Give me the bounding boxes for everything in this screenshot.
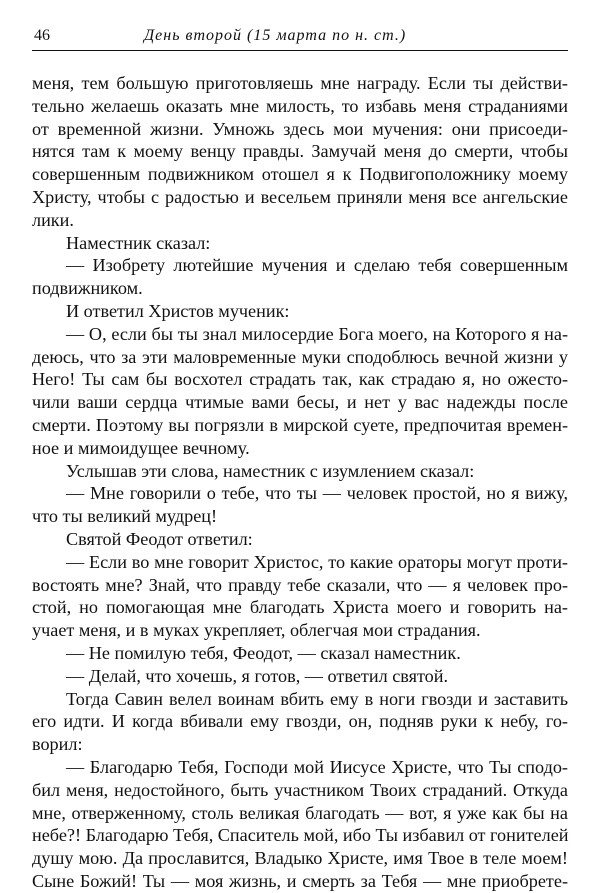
text-line: — Благодарю Тебя, Господи мой Иисусе Христе, что Ты сподо-	[66, 756, 568, 777]
text-line: Него! Ты сам бы восхотел страдать так, как страдаю я, но ожесто-	[32, 369, 568, 390]
text-line: совершенным подвижником отошел я к Подвигоположнику моему	[32, 164, 568, 185]
text-line: ное и мимоидущее вечному.	[32, 437, 250, 458]
text-line: бил меня, недостойного, быть участником Твоих страданий. Откуда	[32, 779, 568, 800]
text-line: И ответил Христов мученик:	[66, 300, 290, 321]
text-line: — Не помилую тебя, Феодот, — сказал наместник.	[66, 642, 461, 663]
text-line: подвижником.	[32, 278, 143, 299]
text-line: небе?! Благодарю Тебя, Спаситель мой, ибо Ты избавил от гонителей	[32, 825, 569, 846]
body-text	[32, 72, 568, 893]
text-line: стой, но помогающая мне благодать Христа моего и говорить на-	[32, 597, 568, 618]
text-line: что ты великий мудрец!	[32, 506, 218, 527]
running-title: День второй (15 марта по н. ст.)	[144, 27, 407, 44]
text-line: мне, отверженному, столь великая благодать — вот, я уже как бы на	[32, 802, 568, 823]
text-line: смерти. Поэтому вы погрязли в мирской суете, предпочитая времен-	[32, 414, 568, 435]
text-line: — О, если бы ты знал милосердие Бога моего, на Которого я на-	[66, 323, 568, 344]
text-line: — Делай, что хочешь, я готов, — ответил святой.	[66, 665, 449, 686]
text-line: — Мне говорили о тебе, что ты — человек простой, но я вижу,	[66, 483, 568, 504]
text-line: — Изобрету лютейшие мучения и сделаю тебя совершенным	[66, 255, 568, 276]
text-line: его идти. И когда вбивали ему гвозди, он, подняв руки к небу, го-	[32, 711, 568, 732]
running-header	[32, 26, 568, 51]
text-line: Святой Феодот ответил:	[66, 528, 253, 549]
text-line: Услышав эти слова, наместник с изумлением сказал:	[66, 460, 475, 481]
text-line: — Если во мне говорит Христос, то какие ораторы могут проти-	[66, 551, 568, 572]
text-line: меня, тем большую приготовляешь мне награду. Если ты действи-	[32, 73, 568, 93]
text-line: душу мою. Да прославится, Владыко Христе, имя Твое в теле моем!	[32, 848, 568, 869]
text-line: Тогда Савин велел воинам вбить ему в ноги гвозди и заставить	[66, 688, 568, 709]
text-line: от временной жизни. Умножь здесь мои мучения: они присоеди-	[32, 118, 568, 139]
text-line: лики.	[32, 209, 74, 230]
page-number: 46	[34, 27, 50, 44]
text-line: нятся там к моему венцу правды. Замучай меня до смерти, чтобы	[32, 141, 568, 162]
text-line: Христу, чтобы с радостью и весельем приняли меня все ангельские	[32, 186, 568, 207]
text-line: Наместник сказал:	[66, 232, 211, 253]
text-line: тельно желаешь оказать мне милость, то избавь меня страданиями	[32, 95, 568, 116]
text-line: востоять мне? Знай, что правду тебе сказали, что — я человек про-	[32, 574, 568, 595]
text-line: ворил:	[32, 734, 83, 755]
text-line: чили ваши сердца чтимые вами бесы, и нет у вас надежды после	[32, 392, 568, 413]
text-line: деюсь, что за эти маловременные муки сподоблюсь вечной жизни у	[32, 346, 568, 367]
text-line: учает меня, и в муках укрепляет, облегчая мои страдания.	[32, 620, 481, 641]
text-line: Сыне Божий! Ты — моя жизнь, и смерть за Тебя — мне приобрете-	[32, 870, 568, 891]
